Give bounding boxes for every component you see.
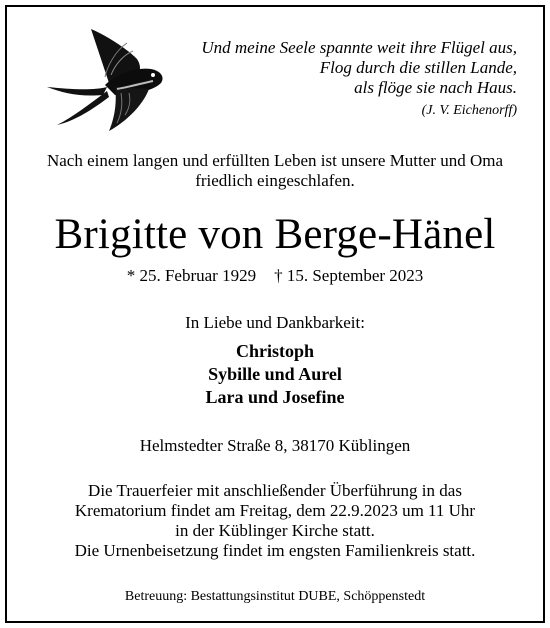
undertaker-credit: Betreuung: Bestattungsinstitut DUBE, Schöppenstedt	[124, 589, 426, 604]
swallow-icon	[45, 25, 167, 133]
mourner-name: Christoph	[235, 341, 315, 361]
intro-line: Nach einem langen und erfüllten Leben ist unsere Mutter und Oma	[46, 151, 504, 170]
poem	[157, 38, 517, 121]
address: Helmstedter Straße 8, 38170 Küblingen	[139, 436, 411, 455]
mourners-intro: In Liebe und Dankbarkeit:	[185, 313, 365, 332]
mourners-list	[7, 340, 543, 409]
poem-line: Flog durch die stillen Lande,	[319, 58, 517, 77]
intro-text	[7, 151, 543, 191]
ceremony-line: in der Küblinger Kirche statt.	[175, 521, 375, 540]
ceremony-line: Die Trauerfeier mit anschließender Überführung in das	[88, 481, 462, 500]
ceremony-line: Die Urnenbeisetzung findet im engsten Familienkreis statt.	[74, 541, 476, 560]
ceremony-info	[7, 481, 543, 561]
poem-author: (J. V. Eichenorff)	[421, 103, 517, 118]
deceased-name: Brigitte von Berge-Hänel	[54, 211, 496, 258]
ceremony-line: Krematorium findet am Freitag, dem 22.9.2023 um 11 Uhr	[74, 501, 476, 520]
mourner-name: Lara und Josefine	[205, 387, 345, 407]
intro-line: friedlich eingeschlafen.	[195, 171, 355, 190]
poem-line: Und meine Seele spannte weit ihre Flügel aus,	[201, 38, 517, 57]
life-dates	[7, 265, 543, 287]
mourner-name: Sybille und Aurel	[208, 364, 342, 384]
obituary-notice	[5, 5, 545, 623]
death-date: † 15. September 2023	[274, 266, 424, 285]
birth-date: * 25. Februar 1929	[126, 266, 257, 285]
poem-line: als flöge sie nach Haus.	[354, 78, 517, 97]
